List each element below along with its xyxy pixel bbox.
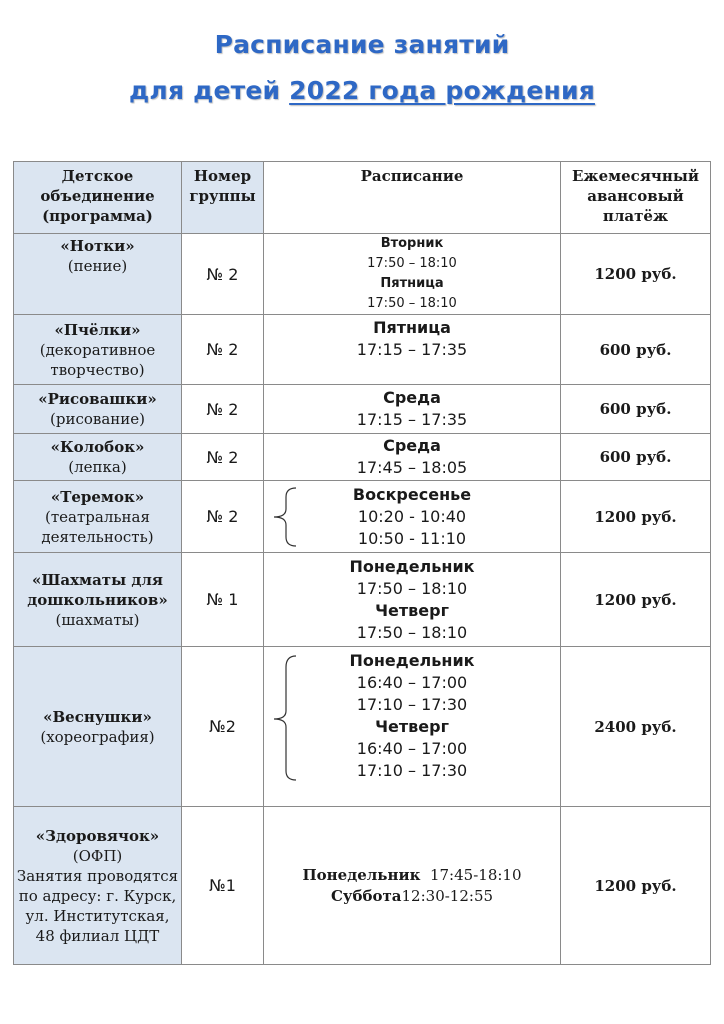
group-cell: № 2 [182, 481, 264, 553]
schedule-cell [264, 647, 561, 807]
column-header-schedule: Расписание [264, 162, 561, 234]
schedule-time: 10:50 - 11:10 [357, 528, 467, 548]
program-name: «Шахматы для дошкольников» [27, 570, 168, 609]
schedule-day: Вторник [380, 236, 444, 251]
group-cell: № 2 [182, 434, 264, 481]
fee-cell: 1200 руб. [561, 234, 711, 315]
header-row [14, 162, 711, 234]
program-cell [14, 647, 182, 807]
column-header-fee: Ежемесячный авансовый платёж [561, 162, 711, 234]
schedule-day: Пятница [373, 318, 451, 337]
schedule-time: 17:50 – 18:10 [356, 622, 468, 642]
program-name: «Здоровячок» [35, 826, 160, 845]
schedule-time: 17:50 – 18:10 [367, 256, 457, 271]
program-name: «Пчёлки» [54, 320, 141, 339]
schedule-time: 12:30-12:55 [401, 886, 494, 905]
schedule-cell [264, 385, 561, 434]
schedule-day: Суббота [330, 886, 402, 905]
program-name: «Нотки» [60, 237, 135, 255]
program-name: «Рисовашки» [38, 390, 157, 408]
program-name: «Веснушки» [43, 707, 152, 726]
table-row [14, 315, 711, 385]
schedule-day: Четверг [375, 600, 449, 620]
program-cell [14, 315, 182, 385]
schedule-cell [264, 434, 561, 481]
schedule-line [264, 865, 560, 886]
program-cell [14, 553, 182, 647]
table-row [14, 481, 711, 553]
schedule-table [13, 161, 711, 965]
program-cell [14, 807, 182, 965]
schedule-time: 17:10 – 17:30 [356, 695, 468, 714]
group-cell: №2 [182, 647, 264, 807]
schedule-cell [264, 234, 561, 315]
program-type: (рисование) [50, 410, 145, 428]
schedule-day: Понедельник [349, 556, 475, 576]
group-cell: № 2 [182, 385, 264, 434]
fee-cell: 1200 руб. [561, 807, 711, 965]
schedule-day: Понедельник [349, 651, 475, 670]
program-type: (хореография) [40, 727, 155, 746]
program-type: (театральная деятельность) [41, 507, 154, 546]
fee-cell: 600 руб. [561, 385, 711, 434]
program-cell [14, 481, 182, 553]
table-row [14, 234, 711, 315]
program-cell [14, 434, 182, 481]
group-cell: № 1 [182, 553, 264, 647]
schedule-time: 17:15 – 17:35 [356, 410, 468, 429]
table-row [14, 553, 711, 647]
schedule-cell [264, 315, 561, 385]
program-cell [14, 385, 182, 434]
schedule-day: Четверг [375, 717, 449, 736]
page-subtitle [0, 76, 724, 105]
program-note: Занятия проводятся по адресу: г. Курск, ул. Институтская, 48 филиал ЦДТ [16, 866, 179, 945]
fee-cell: 1200 руб. [561, 553, 711, 647]
schedule-time: 17:10 – 17:30 [356, 761, 468, 780]
program-type: (лепка) [68, 458, 127, 476]
program-name: «Теремок» [50, 487, 145, 506]
subtitle-prefix: для детей [129, 76, 290, 105]
program-name: «Колобок» [50, 438, 145, 456]
table-row [14, 385, 711, 434]
fee-cell: 600 руб. [561, 434, 711, 481]
schedule-time: 17:50 – 18:10 [367, 296, 457, 311]
schedule-time: 10:20 - 10:40 [357, 506, 467, 526]
schedule-day: Пятница [380, 276, 444, 291]
group-cell: № 2 [182, 315, 264, 385]
schedule-cell [264, 481, 561, 553]
schedule-day: Воскресенье [352, 484, 472, 504]
group-cell: № 2 [182, 234, 264, 315]
program-type: (ОФП) [72, 846, 123, 865]
schedule-time: 17:15 – 17:35 [356, 340, 468, 359]
page-title: Расписание занятий [214, 30, 510, 59]
program-cell [14, 234, 182, 315]
table-row [14, 434, 711, 481]
schedule-time: 17:45 – 18:05 [356, 458, 468, 477]
table-row [14, 807, 711, 965]
fee-cell: 600 руб. [561, 315, 711, 385]
group-cell: №1 [182, 807, 264, 965]
schedule-day: Среда [383, 388, 441, 407]
schedule-time: 16:40 – 17:00 [356, 739, 468, 758]
table-row [14, 647, 711, 807]
subtitle-year: 2022 года рождения [289, 76, 595, 105]
fee-cell: 2400 руб. [561, 647, 711, 807]
schedule-cell [264, 553, 561, 647]
program-type: (пение) [67, 257, 128, 275]
schedule-line [264, 886, 560, 907]
schedule-day: Среда [383, 436, 441, 455]
schedule-time: 16:40 – 17:00 [356, 673, 468, 692]
column-header-group: Номер группы [182, 162, 264, 234]
program-type: (декоративное творчество) [39, 340, 156, 379]
fee-cell: 1200 руб. [561, 481, 711, 553]
column-header-program: Детское объединение (программа) [14, 162, 182, 234]
schedule-time: 17:50 – 18:10 [356, 578, 468, 598]
schedule-day: Понедельник [302, 865, 421, 884]
schedule-time: 17:45-18:10 [420, 865, 522, 884]
schedule-cell [264, 807, 561, 965]
program-type: (шахматы) [55, 610, 140, 629]
